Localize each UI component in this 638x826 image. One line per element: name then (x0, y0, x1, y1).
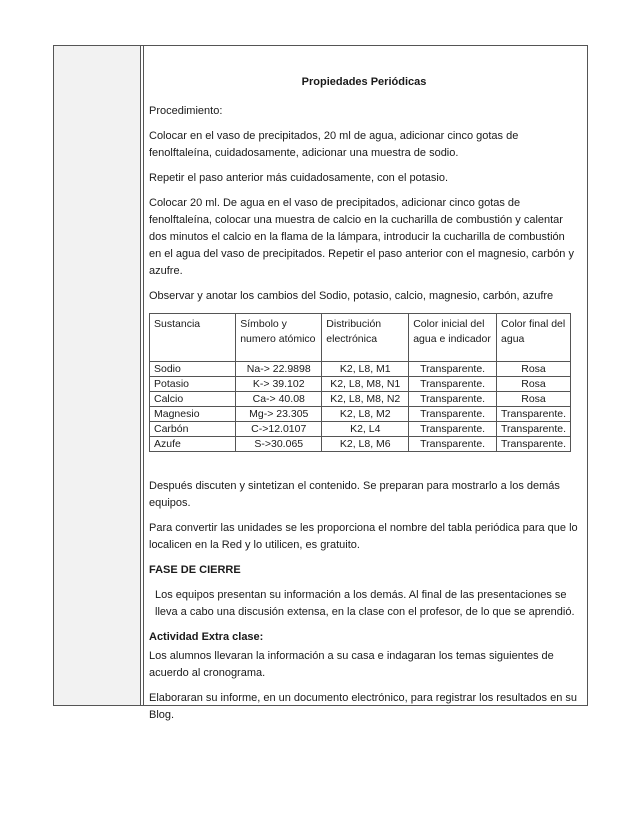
table-cell: K2, L8, M2 (322, 407, 409, 422)
table-cell: K2, L8, M8, N2 (322, 392, 409, 407)
paragraph-report: Elaboraran su informe, en un documento electrónico, para registrar los resultados en su Blog. (149, 692, 578, 721)
table-row (150, 362, 571, 377)
table-cell: Carbón (150, 422, 236, 437)
table-cell: Transparente. (409, 422, 497, 437)
table-cell: Calcio (150, 392, 236, 407)
table-cell: Rosa (497, 392, 571, 407)
table-cell: Azufe (150, 437, 236, 452)
table-cell: Rosa (497, 377, 571, 392)
paragraph-convert: Para convertir las unidades se les proporciona el nombre del tabla periódica para que lo localicen en la Red y lo utilicen, es gratuito. (149, 522, 578, 551)
table-cell: Transparente. (497, 437, 571, 452)
table-cell: Transparente. (409, 437, 497, 452)
table-cell: Transparente. (497, 422, 571, 437)
table-cell: K2, L8, M6 (322, 437, 409, 452)
table-cell: Transparente. (409, 362, 497, 377)
content-column (143, 46, 587, 721)
extra-class-heading: Actividad Extra clase: (149, 631, 264, 643)
paragraph-observe: Observar y anotar los cambios del Sodio, potasio, calcio, magnesio, carbón, azufre (149, 290, 554, 302)
table-cell: K2, L4 (322, 422, 409, 437)
header-color-inicial: Color inicial del agua e indicador (409, 314, 497, 362)
table-cell: Ca-> 40.08 (236, 392, 322, 407)
header-simbolo: Símbolo y numero atómico (236, 314, 322, 362)
table-cell: S->30.065 (236, 437, 322, 452)
table-cell: Sodio (150, 362, 236, 377)
table-cell: K2, L8, M1 (322, 362, 409, 377)
document-page (53, 45, 588, 721)
table-row (150, 437, 571, 452)
table-cell: Transparente. (409, 392, 497, 407)
table-cell: K2, L8, M8, N1 (322, 377, 409, 392)
table-cell: Mg-> 23.305 (236, 407, 322, 422)
paragraph-homework: Los alumnos llevaran la información a su casa e indagaran los temas siguientes de acuerdo al cronograma. (149, 650, 554, 679)
table-cell: Magnesio (150, 407, 236, 422)
table-cell: Transparente. (409, 377, 497, 392)
page-title: Propiedades Periódicas (301, 76, 427, 88)
left-margin-column (54, 46, 141, 705)
table-cell: Na-> 22.9898 (236, 362, 322, 377)
table-cell: Transparente. (497, 407, 571, 422)
table-header-row (150, 314, 571, 362)
table-row (150, 377, 571, 392)
paragraph-sodium: Colocar en el vaso de precipitados, 20 ml de agua, adicionar cinco gotas de fenolftaleína, cuidadosamente, adicionar una muestra de sodio. (149, 130, 519, 159)
table-row (150, 407, 571, 422)
table-row (150, 392, 571, 407)
paragraph-calcium: Colocar 20 ml. De agua en el vaso de precipitados, adicionar cinco gotas de fenolftaleína, colocar una muestra de calcio en la cucharilla de combustión y calentar dos minutos el calcio en la flama de la lámpara, introducir la cucharilla de combustión en el agua del vaso de precipitados. Repetir el paso anterior con el magnesio, carbón y azufre. (149, 197, 574, 277)
paragraph-presentations: Los equipos presentan su información a los demás. Al final de las presentaciones se lleva a cabo una discusión extensa, en la clase con el profesor, de lo que se aprendió. (155, 589, 575, 618)
paragraph-discuss: Después discuten y sintetizan el contenido. Se preparan para mostrarlo a los demás equipos. (149, 480, 560, 509)
table-cell: K-> 39.102 (236, 377, 322, 392)
header-color-final: Color final del agua (497, 314, 571, 362)
header-sustancia: Sustancia (150, 314, 236, 362)
fase-cierre-heading: FASE DE CIERRE (149, 564, 241, 576)
table-cell: Transparente. (409, 407, 497, 422)
table-cell: Potasio (150, 377, 236, 392)
table-row (150, 422, 571, 437)
procedure-label: Procedimiento: (149, 105, 223, 117)
results-table (149, 313, 571, 452)
header-distribucion: Distribución electrónica (322, 314, 409, 362)
paragraph-potassium: Repetir el paso anterior más cuidadosamente, con el potasio. (149, 172, 449, 184)
table-cell: Rosa (497, 362, 571, 377)
table-cell: C->12.0107 (236, 422, 322, 437)
